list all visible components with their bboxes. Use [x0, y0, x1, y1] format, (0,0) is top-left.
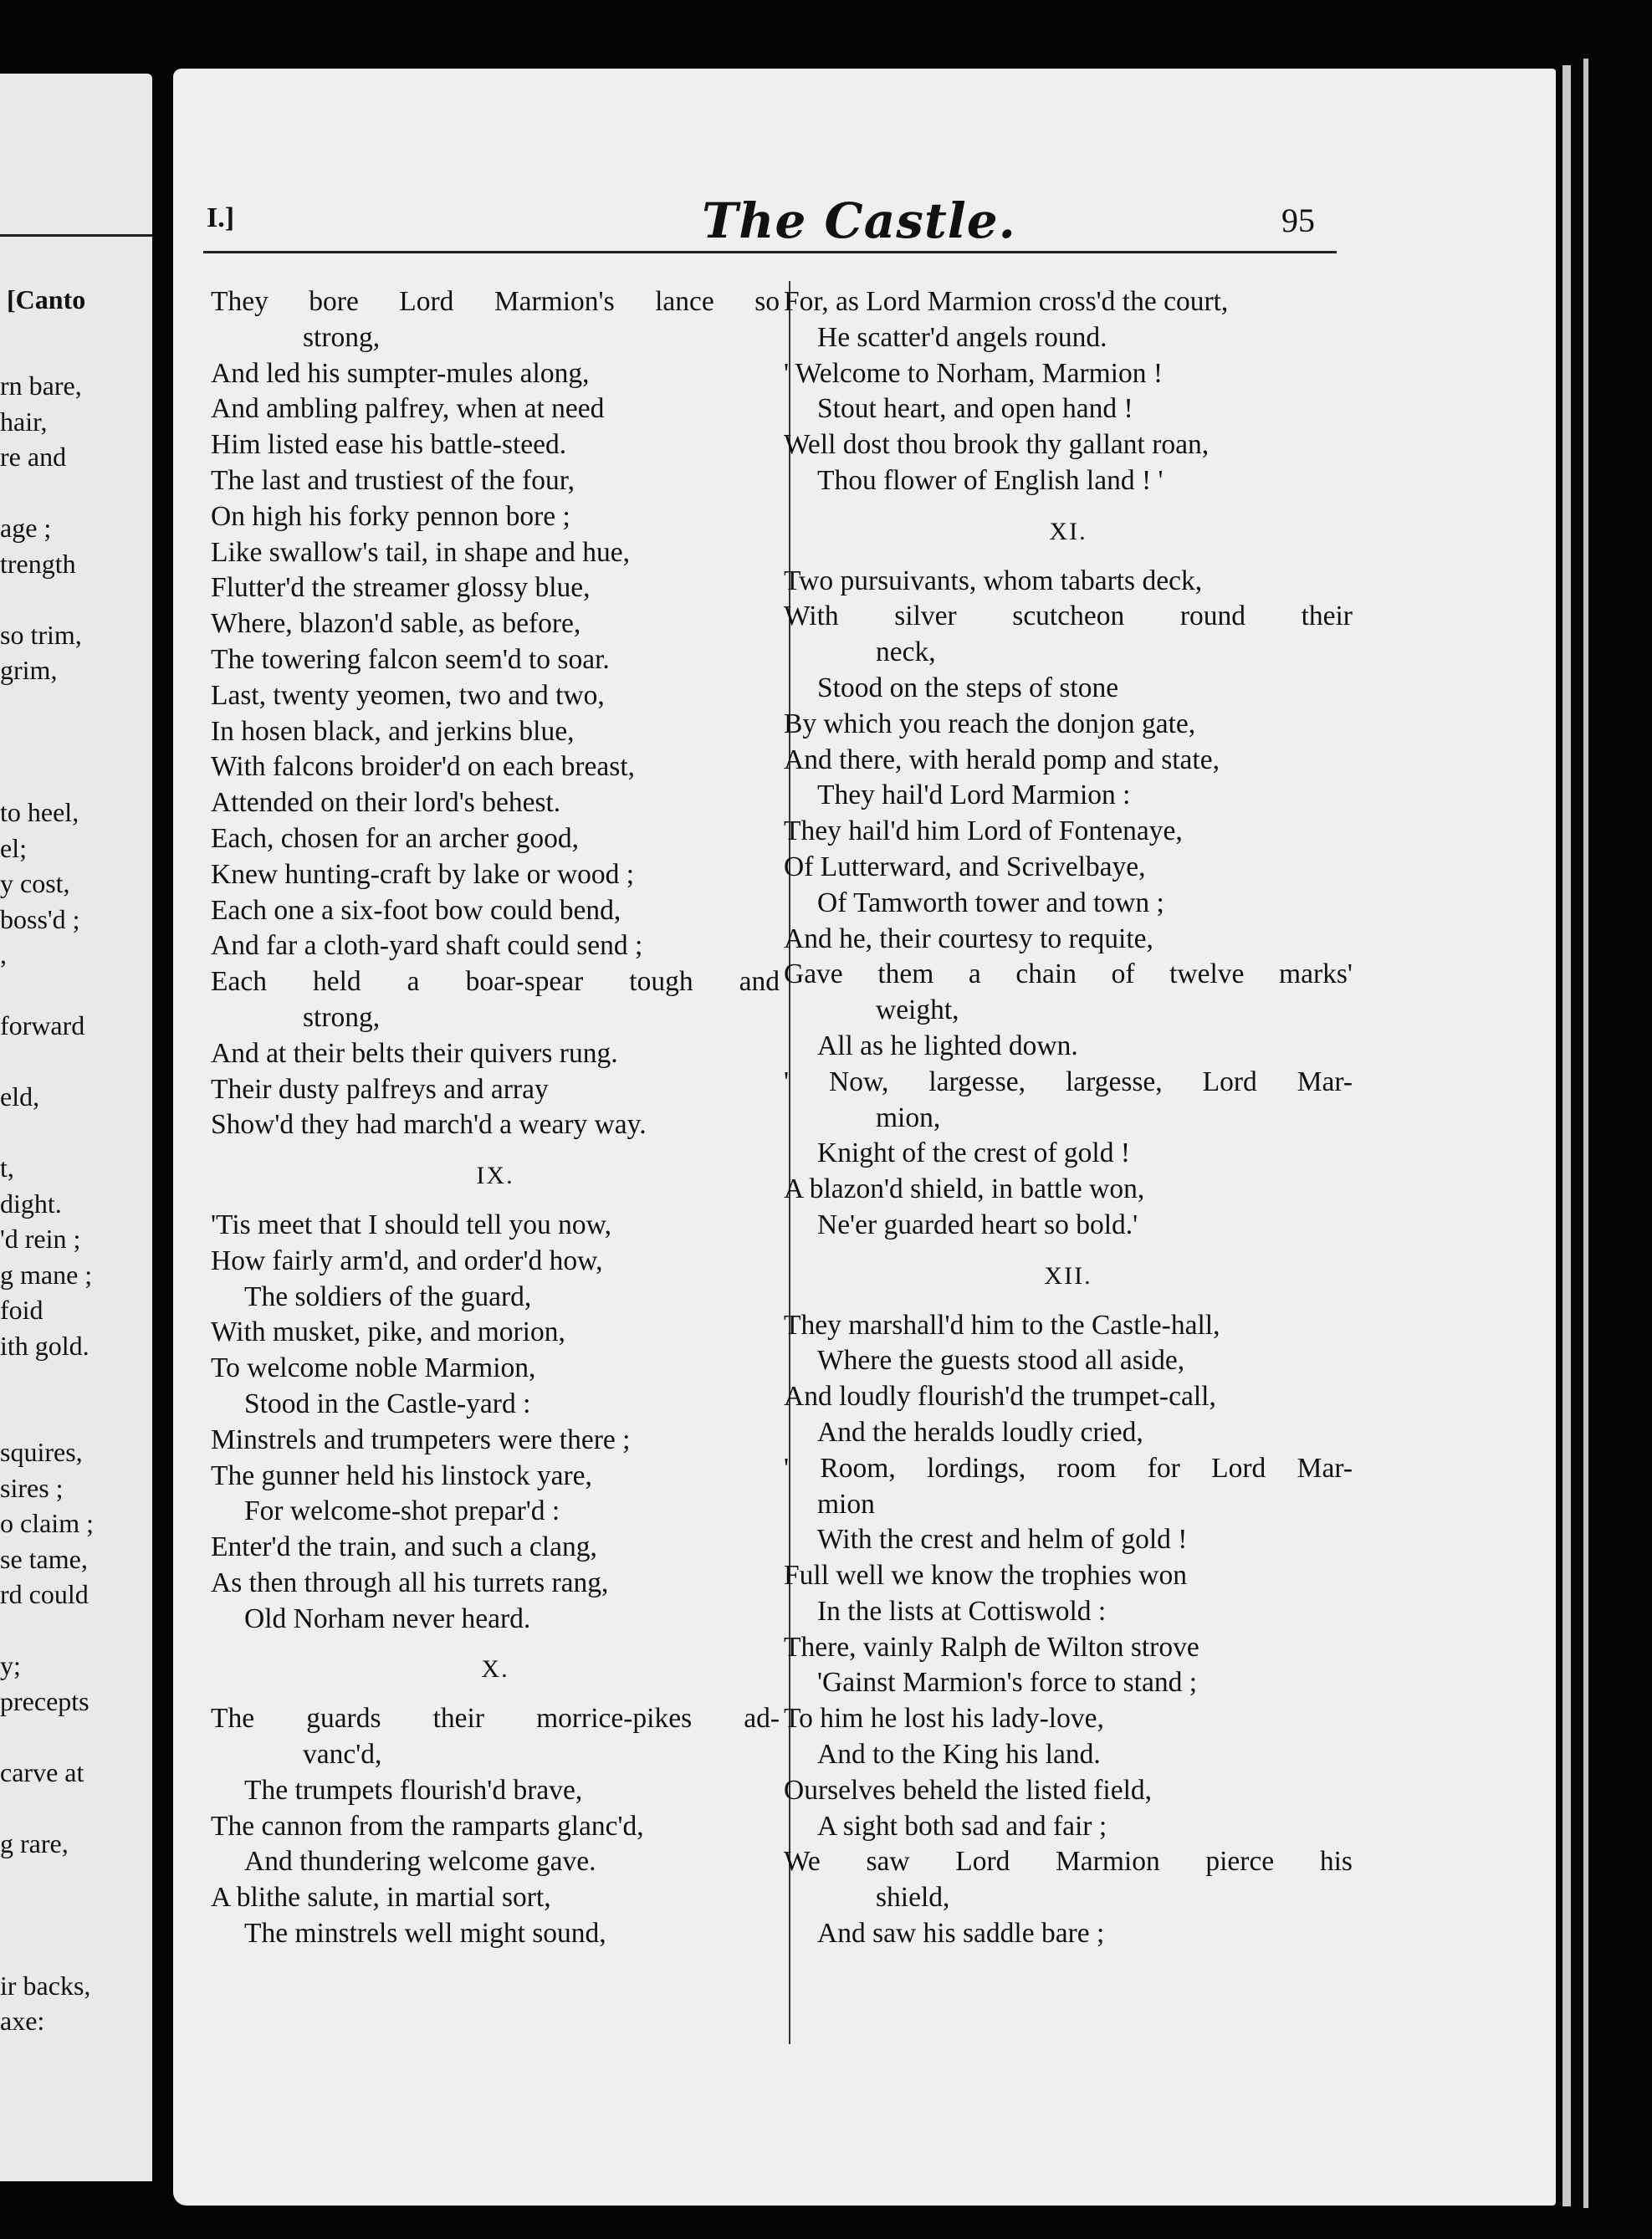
verse-line: Him listed ease his battle-steed.	[211, 429, 567, 461]
page-edge	[1583, 59, 1588, 2208]
running-head	[173, 69, 1556, 269]
verse-word: of	[1111, 958, 1135, 990]
text-column-left	[211, 284, 780, 1952]
verse-word: round	[1179, 601, 1245, 632]
verse-line: The last and trustiest of the four,	[211, 464, 575, 496]
previous-page-line: axe:	[0, 2006, 45, 2036]
verse-line: And saw his saddle bare ;	[817, 1918, 1105, 1950]
previous-page-line: y;	[0, 1650, 21, 1680]
previous-page-line: so trim,	[0, 619, 82, 650]
verse-word: a	[968, 958, 981, 990]
verse-line: And far a cloth-yard shaft could send ;	[211, 930, 643, 962]
verse-word: so	[754, 286, 780, 317]
previous-page-head-rule	[0, 234, 152, 237]
previous-page-line: el;	[0, 832, 27, 863]
stanza-number: X.	[481, 1655, 509, 1684]
verse-line	[784, 1451, 1353, 1487]
previous-page-line: o claim ;	[0, 1508, 94, 1538]
verse-line: The cannon from the ramparts glanc'd,	[211, 1810, 644, 1842]
previous-page-line: ir backs,	[0, 1970, 91, 2001]
verse-line: Each one a six-foot bow could bend,	[211, 894, 621, 926]
verse-word: for	[1147, 1452, 1180, 1484]
verse-line: For welcome-shot prepar'd :	[244, 1495, 560, 1527]
verse-line: They hail'd him Lord of Fontenaye,	[784, 815, 1183, 847]
verse-line: Attended on their lord's behest.	[211, 787, 561, 819]
verse-line: Their dusty palfreys and array	[211, 1073, 549, 1105]
verse-word: their	[432, 1703, 484, 1735]
previous-page-line: forward	[0, 1010, 85, 1040]
previous-page-line: sires ;	[0, 1472, 64, 1503]
verse-word: tough	[629, 966, 693, 998]
verse-word: chain	[1015, 958, 1077, 990]
verse-word: saw	[866, 1846, 910, 1878]
previous-page-line: rn bare,	[0, 371, 82, 401]
verse-line	[211, 1701, 780, 1737]
verse-line: All as he lighted down.	[817, 1030, 1078, 1061]
previous-page-line: 'd rein ;	[0, 1224, 81, 1254]
verse-word: their	[1301, 601, 1353, 632]
verse-word: Each	[211, 966, 267, 998]
verse-word: room	[1056, 1452, 1117, 1484]
verse-word: Now,	[829, 1066, 889, 1097]
previous-page-line: ith gold.	[0, 1330, 90, 1361]
verse-line: Old Norham never heard.	[244, 1603, 531, 1634]
verse-word: boar-spear	[465, 966, 584, 998]
verse-line: neck,	[876, 636, 936, 668]
verse-line: Where the guests stood all aside,	[817, 1345, 1185, 1377]
verse-word: The	[211, 1703, 255, 1735]
verse-line	[211, 964, 780, 1000]
previous-page-line: trength	[0, 548, 76, 579]
verse-word: Marmion's	[494, 286, 615, 317]
header-rule	[203, 251, 1337, 253]
verse-word: bore	[309, 286, 359, 317]
verse-line: Knight of the crest of gold !	[817, 1137, 1130, 1169]
previous-page-line: y cost,	[0, 868, 70, 898]
verse-line: How fairly arm'd, and order'd how,	[211, 1245, 603, 1276]
stanza-number: XII.	[1044, 1261, 1092, 1290]
verse-word: '	[784, 1066, 790, 1097]
previous-page-line: boss'd ;	[0, 903, 80, 934]
canto-number: I.]	[207, 202, 235, 233]
verse-line: shield,	[876, 1882, 950, 1914]
verse-line: Stout heart, and open hand !	[817, 393, 1133, 425]
verse-word: Lord	[1211, 1452, 1266, 1484]
verse-word: silver	[894, 601, 957, 632]
verse-word: With	[784, 601, 839, 632]
verse-word: a	[407, 966, 420, 998]
verse-line: weight,	[876, 994, 959, 1026]
verse-line: In the lists at Cottiswold :	[817, 1595, 1107, 1627]
verse-line: Full well we know the trophies won	[784, 1560, 1187, 1592]
verse-line: With the crest and helm of gold !	[817, 1524, 1188, 1556]
verse-word: Room,	[820, 1452, 896, 1484]
verse-word: his	[1319, 1846, 1353, 1878]
verse-line: Minstrels and trumpeters were there ;	[211, 1424, 631, 1455]
verse-line: And ambling palfrey, when at need	[211, 393, 605, 425]
verse-line: And loudly flourish'd the trumpet-call,	[784, 1381, 1216, 1413]
verse-line: The soldiers of the guard,	[244, 1281, 532, 1312]
verse-word: Mar-	[1297, 1452, 1353, 1484]
verse-line: Knew hunting-craft by lake or wood ;	[211, 858, 635, 890]
verse-line: Each, chosen for an archer good,	[211, 822, 579, 854]
verse-line: Enter'd the train, and such a clang,	[211, 1531, 597, 1563]
verse-line: And to the King his land.	[817, 1739, 1101, 1771]
verse-word: scutcheon	[1012, 601, 1125, 632]
verse-line: With falcons broider'd on each breast,	[211, 751, 635, 783]
page-number: 95	[1281, 202, 1315, 239]
text-column-right	[784, 284, 1353, 1952]
verse-line: And there, with herald pomp and state,	[784, 744, 1220, 775]
previous-page-line: age ;	[0, 513, 52, 543]
verse-line: A blazon'd shield, in battle won,	[784, 1173, 1145, 1205]
book-page	[173, 69, 1556, 2206]
verse-line	[784, 957, 1353, 993]
verse-word: marks'	[1279, 958, 1353, 990]
verse-line: Show'd they had march'd a weary way.	[211, 1109, 647, 1141]
previous-page-line: grim,	[0, 655, 58, 685]
previous-page-line: squires,	[0, 1437, 83, 1467]
previous-page-header: [Canto	[7, 284, 86, 314]
verse-line: And the heralds loudly cried,	[817, 1416, 1143, 1448]
verse-line: The towering falcon seem'd to soar.	[211, 643, 610, 675]
verse-line: They hail'd Lord Marmion :	[817, 780, 1131, 811]
verse-line: ' Welcome to Norham, Marmion !	[784, 357, 1164, 389]
verse-line: The gunner held his linstock yare,	[211, 1459, 592, 1491]
previous-page-line: carve at	[0, 1756, 84, 1787]
verse-line: 'Gainst Marmion's force to stand ;	[817, 1667, 1198, 1699]
previous-page-line: eld,	[0, 1081, 40, 1112]
verse-word: ad-	[744, 1703, 780, 1735]
previous-page-line: se tame,	[0, 1543, 88, 1574]
verse-line: And led his sumpter-mules along,	[211, 357, 590, 389]
verse-word: We	[784, 1846, 821, 1878]
previous-page-line: dight.	[0, 1188, 62, 1219]
verse-word: morrice-pikes	[536, 1703, 693, 1735]
verse-line: mion,	[876, 1102, 941, 1133]
verse-line: Ourselves beheld the listed field,	[784, 1774, 1153, 1806]
verse-line: They marshall'd him to the Castle-hall,	[784, 1309, 1220, 1341]
verse-line: strong,	[303, 1001, 381, 1033]
verse-word: largesse,	[928, 1066, 1025, 1097]
verse-line: Stood on the steps of stone	[817, 672, 1119, 703]
verse-word: lordings,	[927, 1452, 1026, 1484]
verse-word: largesse,	[1065, 1066, 1163, 1097]
verse-line: mion	[817, 1488, 875, 1520]
verse-line: Of Lutterward, and Scrivelbaye,	[784, 851, 1146, 882]
verse-line: strong,	[303, 321, 381, 353]
verse-line: Thou flower of English land ! '	[817, 464, 1164, 496]
stanza-number: XI.	[1049, 517, 1087, 545]
previous-page-line: g rare,	[0, 1827, 69, 1858]
previous-page-fragment	[0, 74, 152, 2181]
verse-line: A blithe salute, in martial sort,	[211, 1882, 551, 1914]
verse-word: and	[739, 966, 780, 998]
previous-page-line: g mane ;	[0, 1259, 93, 1290]
verse-line: To him he lost his lady-love,	[784, 1703, 1104, 1735]
verse-line: Well dost thou brook thy gallant roan,	[784, 429, 1210, 461]
verse-line	[784, 1844, 1353, 1880]
verse-line	[211, 284, 780, 320]
verse-line: 'Tis meet that I should tell you now,	[211, 1209, 612, 1240]
previous-page-line: t,	[0, 1153, 14, 1183]
verse-word: Lord	[1202, 1066, 1257, 1097]
verse-line: To welcome noble Marmion,	[211, 1352, 536, 1384]
verse-line: In hosen black, and jerkins blue,	[211, 715, 575, 747]
verse-line: There, vainly Ralph de Wilton strove	[784, 1631, 1199, 1663]
verse-line	[784, 1065, 1353, 1101]
verse-line: Ne'er guarded heart so bold.'	[817, 1209, 1138, 1240]
verse-line: For, as Lord Marmion cross'd the court,	[784, 286, 1229, 317]
verse-line: And at their belts their quivers rung.	[211, 1037, 618, 1069]
previous-page-line: to heel,	[0, 797, 79, 827]
verse-word: They	[211, 286, 269, 317]
verse-word: guards	[306, 1703, 381, 1735]
verse-word: twelve	[1169, 958, 1245, 990]
verse-word: them	[877, 958, 934, 990]
verse-line: vanc'd,	[303, 1739, 382, 1771]
verse-word: '	[784, 1452, 790, 1484]
previous-page-line: hair,	[0, 406, 48, 437]
verse-word: held	[312, 966, 361, 998]
verse-word: Lord	[955, 1846, 1010, 1878]
page-edge	[1562, 65, 1571, 2206]
verse-word: Lord	[399, 286, 454, 317]
verse-word: pierce	[1205, 1846, 1275, 1878]
previous-page-line: rd could	[0, 1579, 89, 1609]
verse-line	[784, 599, 1353, 635]
verse-line: Two pursuivants, whom tabarts deck,	[784, 565, 1203, 596]
verse-line: Like swallow's tail, in shape and hue,	[211, 536, 630, 568]
verse-line: With musket, pike, and morion,	[211, 1316, 565, 1348]
verse-line: As then through all his turrets rang,	[211, 1567, 609, 1598]
verse-line: On high his forky pennon bore ;	[211, 500, 570, 532]
previous-page-line: ,	[0, 939, 7, 969]
verse-word: Gave	[784, 958, 843, 990]
verse-word: Marmion	[1056, 1846, 1160, 1878]
verse-line: The trumpets flourish'd brave,	[244, 1774, 583, 1806]
verse-line: Where, blazon'd sable, as before,	[211, 608, 581, 640]
verse-word: Mar-	[1297, 1066, 1353, 1097]
previous-page-line: precepts	[0, 1685, 90, 1716]
verse-line: Last, twenty yeomen, two and two,	[211, 679, 605, 711]
verse-line: And thundering welcome gave.	[244, 1846, 596, 1878]
previous-page-line: re and	[0, 442, 67, 472]
verse-line: And he, their courtesy to requite,	[784, 923, 1153, 954]
verse-line: The minstrels well might sound,	[244, 1918, 606, 1950]
previous-page-line: foid	[0, 1295, 43, 1325]
verse-line: A sight both sad and fair ;	[817, 1810, 1107, 1842]
verse-word: lance	[655, 286, 714, 317]
verse-line: Flutter'd the streamer glossy blue,	[211, 572, 591, 604]
verse-line: Stood in the Castle-yard :	[244, 1388, 531, 1419]
stanza-number: IX.	[476, 1162, 514, 1190]
verse-line: Of Tamworth tower and town ;	[817, 887, 1164, 918]
verse-line: By which you reach the donjon gate,	[784, 708, 1196, 739]
verse-line: He scatter'd angels round.	[817, 321, 1107, 353]
page-title: The Castle.	[702, 192, 1016, 249]
